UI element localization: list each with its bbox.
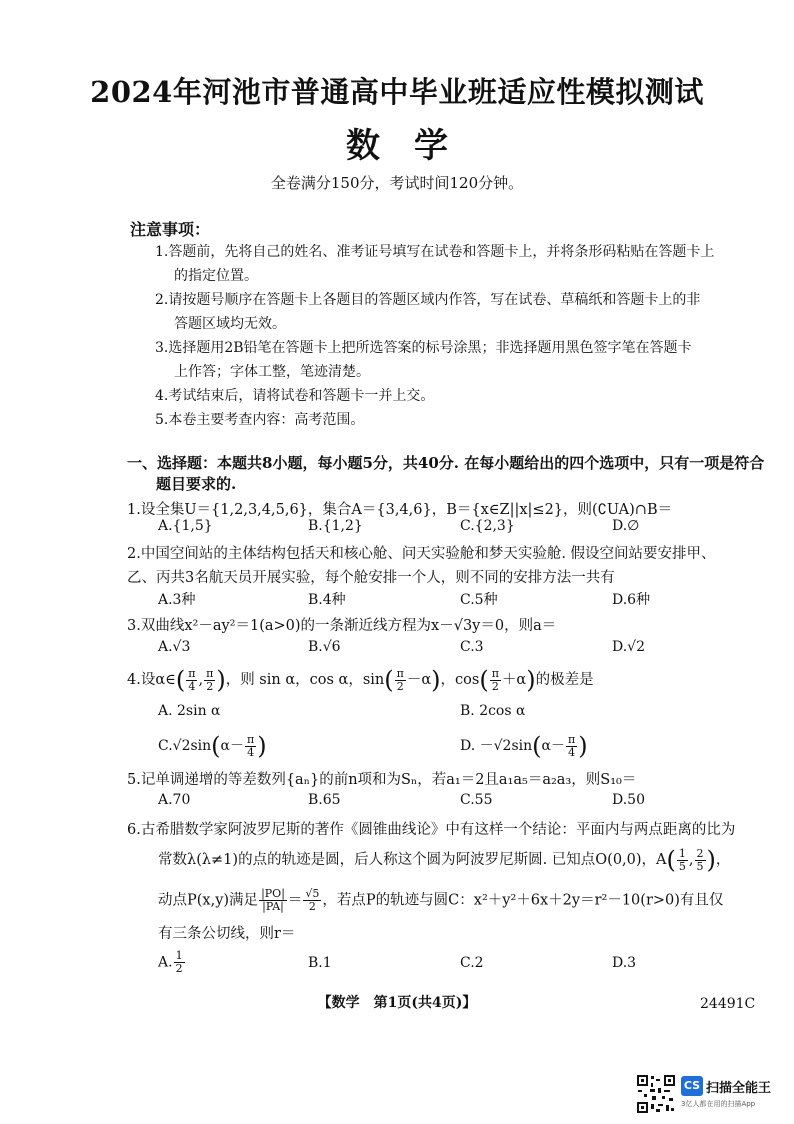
q6-option-b: B.1 — [308, 955, 332, 971]
q4-option-d: D. －√2sin(α－ $\frac{\pi}{4}$ ) — [460, 732, 588, 760]
fraction: $\frac{1}{2}$ — [175, 949, 183, 975]
fraction: $\frac{\pi}{2}$ — [396, 666, 404, 693]
fraction: $\frac{\pi}{4}$ — [247, 732, 255, 759]
fraction: $\frac{\pi}{2}$ — [491, 666, 499, 693]
q4-option-b: B. 2cos α — [460, 703, 526, 719]
notice-heading: 注意事项： — [130, 220, 211, 239]
q5-option-d: D.50 — [612, 792, 645, 808]
notice-line: 1.答题前，先将自己的姓名、准考证号填写在试卷和答题卡上，并将条形码粘贴在答题卡上 — [155, 244, 715, 260]
notice-line: 上作答；字体工整，笔迹清楚。 — [174, 364, 370, 380]
fraction: $\frac{\pi}{4}$ — [188, 666, 196, 693]
fraction: $\frac{√5}{2}$ — [305, 887, 320, 913]
q2-stem: 2.中国空间站的主体结构包括天和核心舱、问天实验舱和梦天实验舱. 假设空间站要安排甲、 — [127, 546, 716, 562]
q5-stem: 5.记单调递增的等差数列{aₙ}的前n项和为Sₙ，若a₁＝2且a₁a₅＝a₂a₃，则S₁₀＝ — [127, 772, 637, 788]
q2-stem-cont: 乙、丙共3名航天员开展实验，每个舱安排一个人，则不同的安排方法一共有 — [127, 570, 615, 586]
section-heading: 一、选择题：本题共8小题，每小题5分，共40分. 在每小题给出的四个选项中，只有一项是符合 — [127, 454, 765, 472]
q4-option-a: A. 2sin α — [158, 703, 221, 719]
q2-option-b: B.4种 — [308, 592, 346, 608]
q3-option-b: B.√6 — [308, 639, 341, 655]
q5-option-c: C.55 — [460, 792, 493, 808]
q2-option-c: C.5种 — [460, 592, 498, 608]
fraction: $\frac{1}{5}$ — [678, 846, 686, 873]
q1-option-d: D.∅ — [612, 518, 640, 534]
exam-title: 2024年河池市普通高中毕业班适应性模拟测试 — [90, 75, 704, 109]
q5-option-b: B.65 — [308, 792, 341, 808]
exam-code: 24491C — [700, 996, 756, 1012]
q4-stem: 4.设α∈( $\frac{\pi}{4}$ , $\frac{\pi}{2}$ )，则 sin α，cos α，sin( $\frac{\pi}{2}$ －α)，cos( $\frac{\pi}{2}$ ＋α)的极差是 — [127, 666, 594, 694]
q6-option-a: A. $\frac{1}{2}$ — [158, 949, 183, 975]
q1-option-a: A.{1,5} — [158, 518, 213, 534]
score-line: 全卷满分150分，考试时间120分钟。 — [270, 174, 524, 192]
fraction: $\frac{\pi}{2}$ — [206, 666, 214, 693]
fraction: $\frac{2}{5}$ — [696, 846, 704, 873]
q3-option-a: A.√3 — [158, 639, 191, 655]
q2-option-d: D.6种 — [612, 592, 651, 608]
fraction: $\frac{|PO|}{|PA|}$ — [261, 887, 285, 913]
scanner-app-name: 扫描全能王 — [706, 1081, 772, 1096]
section-heading-cont: 题目要求的. — [156, 475, 237, 493]
fraction: $\frac{\pi}{4}$ — [567, 732, 576, 759]
notice-line: 5.本卷主要考查内容：高考范围。 — [155, 412, 365, 428]
page-footer: 【数学 第1页(共4页)】 — [317, 995, 477, 1011]
q3-option-c: C.3 — [460, 639, 484, 655]
q6-stem-cont: 有三条公切线，则r＝ — [158, 926, 296, 942]
q6-option-d: D.3 — [612, 955, 637, 971]
q1-stem: 1.设全集U＝{1,2,3,4,5,6}，集合A＝{3,4,6}，B＝{x∈Z||x|≤2}，则(∁UA)∩B＝ — [127, 502, 673, 518]
q6-stem-cont: 常数λ(λ≠1)的点的轨迹是圆，后人称这个圆为阿波罗尼斯圆. 已知点O(0,0)，A( $\frac{1}{5}$ , $\frac{2}{5}$ )， — [158, 846, 731, 874]
notice-line: 3.选择题用2B铅笔在答题卡上把所选答案的标号涂黑；非选择题用黑色签字笔在答题卡 — [155, 340, 692, 356]
notice-line: 答题区域均无效。 — [174, 316, 286, 332]
q6-stem: 6.古希腊数学家阿波罗尼斯的著作《圆锥曲线论》中有这样一个结论：平面内与两点距离的比为 — [127, 822, 736, 838]
notice-line: 4.考试结束后，请将试卷和答题卡一并上交。 — [155, 388, 435, 404]
q6-stem-cont: 动点P(x,y)满足 $\frac{|PO|}{|PA|}$ ＝ $\frac{√5}{2}$ ，若点P的轨迹与圆C：x²＋y²＋6x＋2y＝r²－10(r>0)有且仅 — [158, 887, 724, 913]
q4-option-c: C.√2sin(α－ $\frac{\pi}{4}$ ) — [158, 732, 267, 760]
camscanner-logo: CS — [681, 1076, 703, 1096]
q3-stem: 3.双曲线x²－ay²＝1(a>0)的一条渐近线方程为x－√3y＝0，则a＝ — [127, 618, 557, 634]
subject-title: 数学 — [346, 126, 482, 166]
q1-option-b: B.{1,2} — [308, 518, 363, 534]
qr-code-icon — [636, 1074, 676, 1114]
notice-line: 2.请按题号顺序在答题卡上各题目的答题区域内作答，写在试卷、草稿纸和答题卡上的非 — [155, 292, 701, 308]
q1-option-c: C.{2,3} — [460, 518, 515, 534]
q5-option-a: A.70 — [158, 792, 191, 808]
notice-line: 的指定位置。 — [174, 268, 258, 284]
scanner-app-tagline: 3亿人都在用的扫描App — [681, 1100, 756, 1108]
q3-option-d: D.√2 — [612, 639, 646, 655]
q2-option-a: A.3种 — [158, 592, 196, 608]
q6-option-c: C.2 — [460, 955, 484, 971]
